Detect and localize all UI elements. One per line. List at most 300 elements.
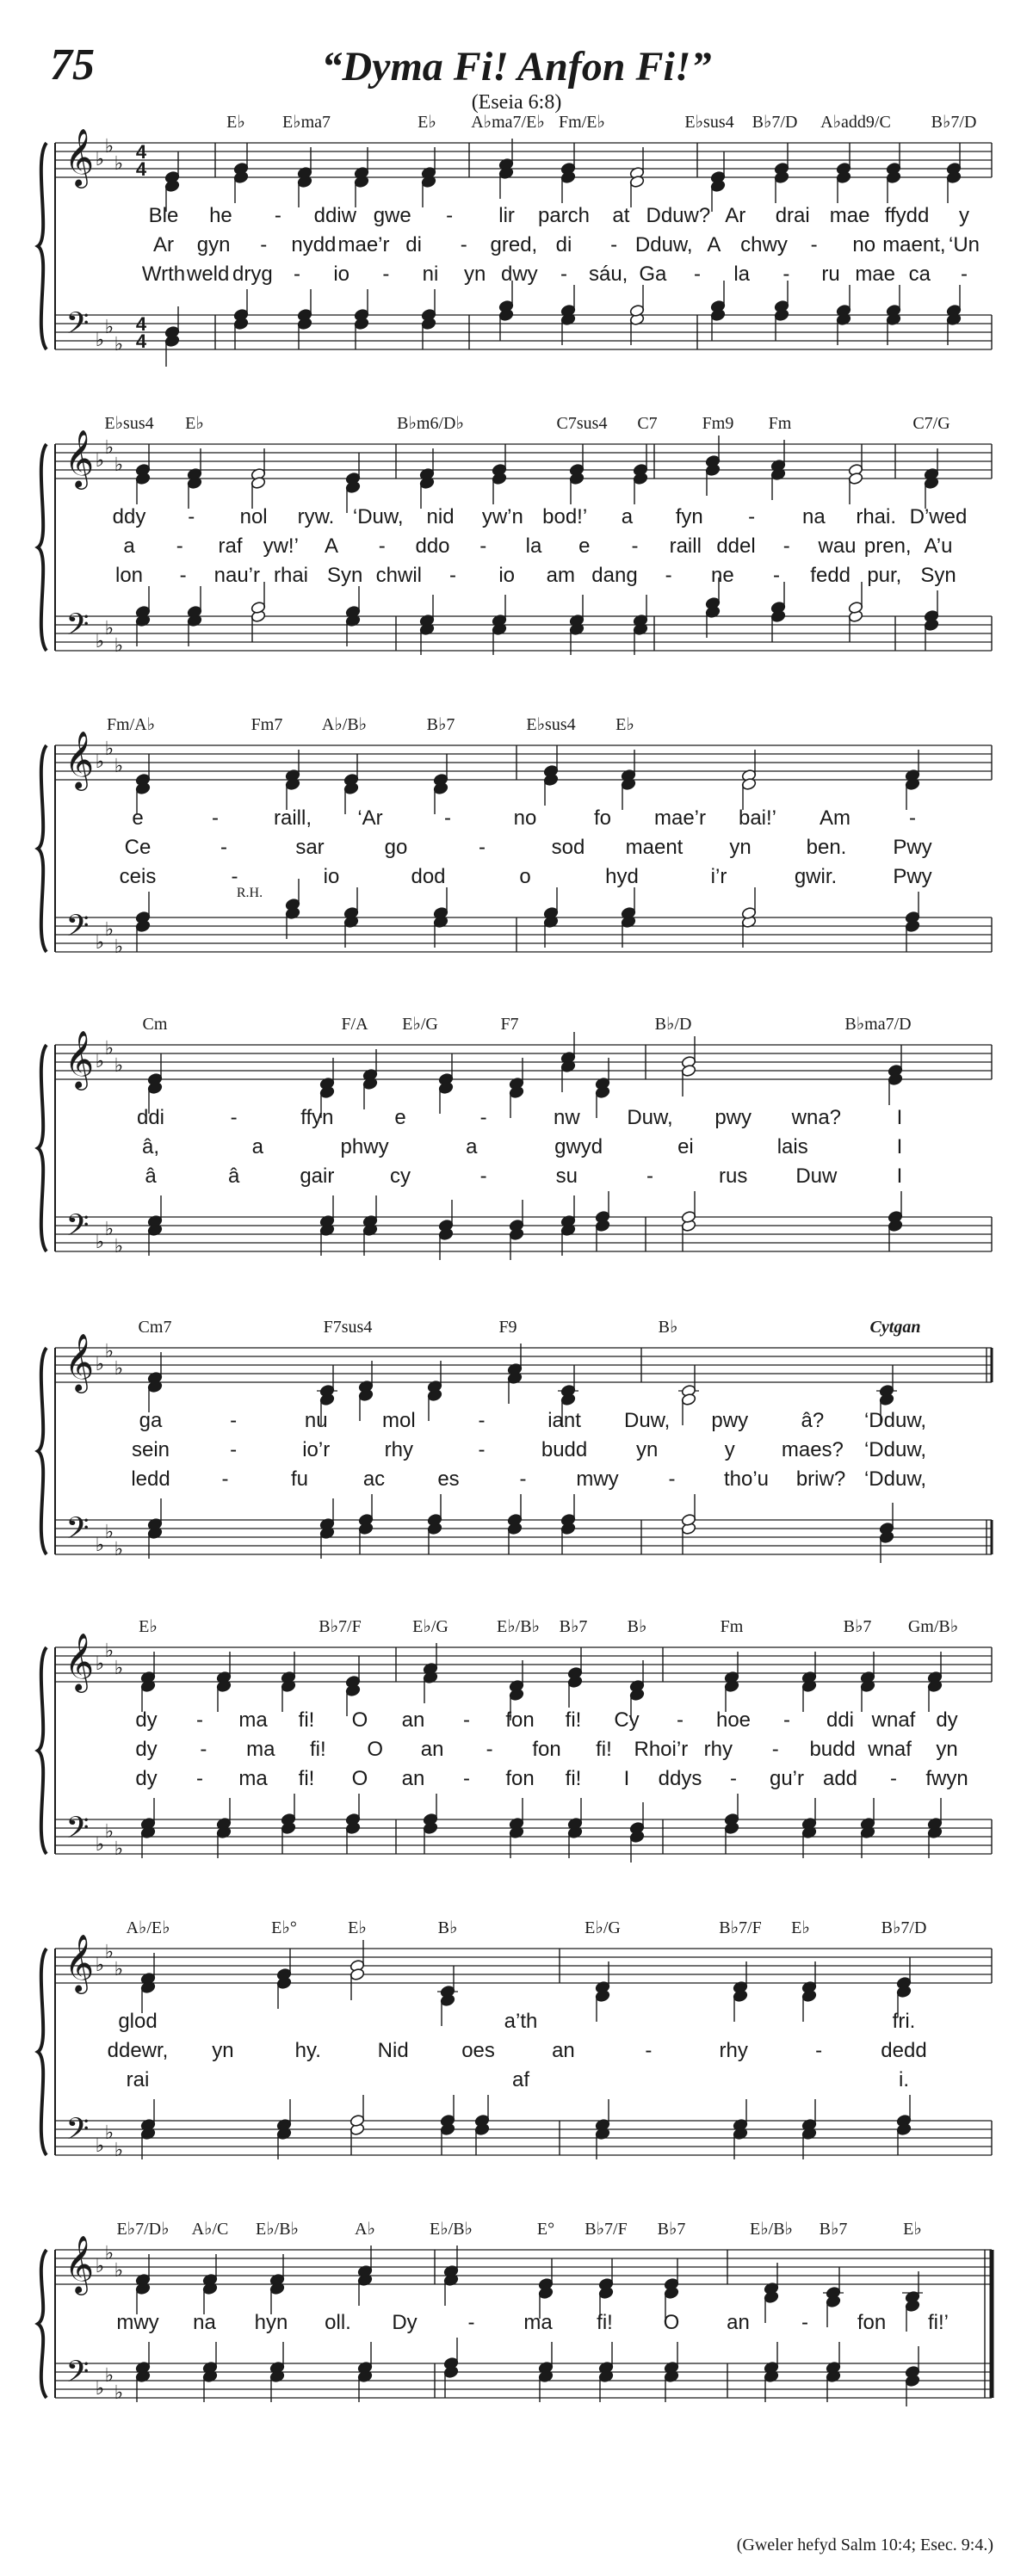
- treble-clef: 𝄞: [64, 1632, 95, 1690]
- key-flat: ♭: [95, 1050, 105, 1072]
- lyric-syllable: fedd: [810, 564, 851, 587]
- lyric-syllable: -: [486, 1738, 493, 1761]
- lyric-syllable: e: [394, 1106, 406, 1129]
- key-flat: ♭: [95, 2255, 105, 2276]
- lyric-syllable: briw?: [795, 1467, 846, 1491]
- lyric-syllable: yn: [463, 263, 486, 286]
- lyric-syllable: raill: [669, 534, 702, 558]
- key-flat: ♭: [114, 2259, 124, 2281]
- lyric-syllable: ceis: [119, 865, 157, 888]
- lyric-syllable: su: [555, 1164, 578, 1188]
- hymn-title: “Dyma Fi! Anfon Fi!”: [321, 44, 712, 90]
- key-flat: ♭: [114, 1958, 124, 1980]
- lyric-syllable: O: [663, 2311, 680, 2334]
- lyric-syllable: Cy: [614, 1708, 640, 1732]
- lyric-syllable: es: [437, 1467, 460, 1491]
- lyric-syllable: dy: [135, 1738, 158, 1761]
- chord-symbol: E♭sus4: [104, 414, 154, 433]
- lyric-syllable: ‘Dduw,: [863, 1467, 927, 1491]
- treble-clef: 𝄞: [64, 730, 95, 788]
- lyric-syllable: -: [231, 865, 238, 888]
- key-flat: ♭: [95, 1652, 105, 1674]
- key-flat: ♭: [95, 449, 105, 471]
- chord-symbol: B♭m6/D♭: [397, 414, 464, 433]
- bass-clef: 𝄢: [65, 2354, 90, 2396]
- lyric-syllable: -: [771, 1738, 779, 1761]
- lyric-syllable: ne: [710, 564, 734, 587]
- lyric-syllable: wau: [818, 534, 857, 558]
- time-sig-bottom: 4: [135, 330, 147, 352]
- lyric-syllable: Duw,: [623, 1409, 671, 1432]
- key-flat: ♭: [95, 630, 105, 652]
- lyric-syllable: dy: [936, 1708, 958, 1732]
- lyric-syllable: no: [852, 233, 876, 256]
- lyric-syllable: A’u: [924, 534, 953, 558]
- lyric-syllable: ffydd: [884, 204, 930, 227]
- lyric-syllable: ‘Dduw,: [863, 1409, 927, 1432]
- key-flat: ♭: [95, 1534, 105, 1555]
- lyric-syllable: -: [274, 204, 281, 227]
- brace: [38, 444, 46, 651]
- lyric-syllable: sein: [131, 1438, 170, 1461]
- lyric-syllable: Ce: [124, 836, 152, 859]
- lyric-syllable: -: [260, 233, 268, 256]
- key-flat: ♭: [114, 755, 124, 776]
- footnote: (Gweler hefyd Salm 10:4; Esec. 9:4.): [736, 2536, 993, 2554]
- lyric-syllable: Rhoi’r: [634, 1738, 689, 1761]
- chord-symbol: C7: [637, 414, 658, 433]
- lyric-syllable: fi!: [596, 1738, 612, 1761]
- lyric-syllable: a: [251, 1135, 263, 1158]
- lyric-syllable: fyn: [675, 505, 703, 528]
- lyric-syllable: O: [351, 1767, 368, 1790]
- lyric-syllable: yn: [212, 2039, 234, 2062]
- lyric-syllable: sod: [551, 836, 585, 859]
- lyric-syllable: fon: [505, 1767, 535, 1790]
- key-flat: ♭: [104, 2242, 114, 2264]
- lyric-syllable: ni: [422, 263, 439, 286]
- chord-symbol: E♭ma7: [281, 113, 331, 132]
- chord-symbol: Fm9: [702, 414, 734, 433]
- lyric-syllable: di: [555, 233, 572, 256]
- lyric-syllable: -: [631, 534, 639, 558]
- lyric-syllable: chwil: [375, 564, 423, 587]
- key-flat: ♭: [104, 1218, 114, 1239]
- lyric-syllable: -: [444, 806, 451, 830]
- lyric-syllable: -: [610, 233, 618, 256]
- lyric-syllable: ca: [908, 263, 931, 286]
- lyric-syllable: am: [546, 564, 576, 587]
- key-flat: ♭: [104, 1640, 114, 1661]
- lyric-syllable: fi!: [298, 1708, 315, 1732]
- lyric-syllable: dedd: [881, 2039, 927, 2062]
- lyric-syllable: parch: [537, 204, 591, 227]
- lyric-syllable: glod: [118, 2010, 158, 2033]
- lyric-syllable: io’r: [302, 1438, 331, 1461]
- lyric-syllable: Wrth: [141, 263, 186, 286]
- lyric-syllable: wnaf: [868, 1738, 912, 1761]
- lyric-syllable: ma: [246, 1738, 275, 1761]
- lyric-syllable: fi!: [597, 2311, 613, 2334]
- lyric-syllable: nid: [426, 505, 455, 528]
- time-sig-top: 4: [135, 141, 147, 163]
- lyric-syllable: pwy: [714, 1106, 752, 1129]
- lyric-syllable: sar: [295, 836, 325, 859]
- chord-symbol: E♭/B♭: [497, 1617, 540, 1636]
- lyric-syllable: -: [446, 204, 454, 227]
- lyric-syllable: O: [367, 1738, 384, 1761]
- lyric-syllable: -: [646, 1164, 653, 1188]
- lyric-syllable: ‘Duw,: [352, 505, 404, 528]
- lyric-syllable: o: [519, 865, 531, 888]
- time-sig-top: 4: [135, 313, 147, 335]
- treble-clef: 𝄞: [64, 1029, 95, 1088]
- lyric-syllable: an: [727, 2311, 750, 2334]
- right-hand-mark: R.H.: [236, 886, 263, 900]
- chord-symbol: A♭/B♭: [321, 715, 368, 734]
- chord-symbol: A♭add9/C: [820, 113, 891, 132]
- lyric-syllable: -: [479, 1164, 487, 1188]
- lyric-syllable: wna?: [791, 1106, 842, 1129]
- lyric-syllable: oll.: [325, 2311, 351, 2334]
- lyric-syllable: io: [498, 564, 516, 587]
- lyric-syllable: Pwy: [893, 836, 932, 859]
- lyric-syllable: dang: [591, 564, 638, 587]
- chord-symbol: B♭7/D: [931, 113, 977, 132]
- lyric-syllable: I: [896, 1135, 903, 1158]
- chord-symbol: A♭/C: [191, 2220, 229, 2239]
- chord-symbol: E♭7/D♭: [116, 2220, 170, 2239]
- system-8: [38, 2246, 992, 2406]
- lyric-syllable: -: [179, 564, 187, 587]
- lyric-syllable: ddi: [136, 1106, 165, 1129]
- lyric-syllable: -: [668, 1467, 676, 1491]
- lyric-syllable: e: [132, 806, 144, 830]
- lyric-syllable: -: [212, 806, 219, 830]
- lyric-syllable: rhy: [719, 2039, 748, 2062]
- lyric-syllable: nydd: [291, 233, 337, 256]
- lyric-syllable: Duw: [795, 1164, 838, 1188]
- hymn-number: 75: [50, 40, 95, 90]
- lyric-syllable: -: [467, 2311, 475, 2334]
- chord-symbol: E♭/B♭: [750, 2220, 793, 2239]
- lyric-syllable: chwy: [740, 233, 788, 256]
- lyric-syllable: -: [378, 534, 386, 558]
- lyric-syllable: -: [748, 505, 756, 528]
- lyric-syllable: -: [188, 505, 195, 528]
- lyric-syllable: hyn: [254, 2311, 288, 2334]
- bass-clef: 𝄢: [65, 1510, 90, 1553]
- lyric-syllable: -: [220, 836, 227, 859]
- key-flat: ♭: [114, 1838, 124, 1859]
- lyric-syllable: Dy: [392, 2311, 418, 2334]
- chord-symbol: B♭7: [819, 2220, 848, 2239]
- lyric-syllable: an: [420, 1738, 444, 1761]
- chord-symbol: B♭7: [426, 715, 455, 734]
- key-flat: ♭: [104, 1521, 114, 1542]
- lyric-syllable: â?: [801, 1409, 825, 1432]
- lyric-syllable: a: [123, 534, 135, 558]
- lyric-syllable: -: [449, 564, 456, 587]
- chord-symbol: B♭7: [843, 1617, 872, 1636]
- lyric-syllable: rus: [718, 1164, 748, 1188]
- lyric-syllable: -: [730, 1767, 737, 1790]
- chord-symbol: Cm: [142, 1015, 168, 1034]
- key-flat: ♭: [104, 316, 114, 337]
- cytgan-label: Cytgan: [869, 1318, 921, 1337]
- key-flat: ♭: [104, 2122, 114, 2143]
- lyric-syllable: nol: [239, 505, 268, 528]
- lyric-syllable: -: [890, 1767, 897, 1790]
- lyric-syllable: -: [665, 564, 672, 587]
- lyric-syllable: ben.: [806, 836, 847, 859]
- brace: [38, 1045, 46, 1251]
- lyric-syllable: budd: [809, 1738, 856, 1761]
- lyric-syllable: he: [209, 204, 232, 227]
- lyric-syllable: nu: [304, 1409, 328, 1432]
- treble-clef: 𝄞: [64, 127, 95, 186]
- brace: [38, 1647, 46, 1854]
- lyric-syllable: maent: [625, 836, 684, 859]
- lyric-syllable: yn: [936, 1738, 958, 1761]
- key-flat: ♭: [114, 2381, 124, 2403]
- lyric-syllable: y: [724, 1438, 735, 1461]
- chord-symbol: B♭: [437, 1918, 458, 1937]
- system-7: [38, 1940, 992, 2159]
- lyric-syllable: -: [782, 263, 790, 286]
- lyric-syllable: Dduw,: [634, 233, 693, 256]
- lyric-syllable: Ble: [148, 204, 179, 227]
- lyric-syllable: Duw,: [627, 1106, 673, 1129]
- lyric-syllable: I: [623, 1767, 630, 1790]
- key-flat: ♭: [114, 936, 124, 957]
- lyric-syllable: Dduw?: [646, 204, 711, 227]
- key-flat: ♭: [114, 2139, 124, 2160]
- lyric-syllable: nau’r: [213, 564, 261, 587]
- chord-symbol: C7sus4: [556, 414, 608, 433]
- chord-symbol: Fm/E♭: [559, 113, 605, 132]
- lyric-syllable: yw!’: [263, 534, 299, 558]
- lyric-syllable: budd: [541, 1438, 588, 1461]
- lyric-syllable: lais: [776, 1135, 808, 1158]
- lyric-syllable: a’th: [504, 2010, 538, 2033]
- lyric-syllable: i.: [899, 2068, 909, 2091]
- lyric-syllable: Am: [820, 806, 851, 830]
- lyric-syllable: fon: [505, 1708, 535, 1732]
- lyric-syllable: Nid: [377, 2039, 409, 2062]
- lyric-syllable: -: [909, 806, 916, 830]
- lyric-syllable: -: [196, 1708, 203, 1732]
- lyric-syllable: lon: [114, 564, 144, 587]
- lyric-syllable: gair: [300, 1164, 335, 1188]
- bass-clef: 𝄢: [65, 1810, 90, 1852]
- lyric-syllable: -: [478, 1438, 486, 1461]
- lyric-syllable: dwy: [500, 263, 538, 286]
- key-flat: ♭: [95, 148, 105, 170]
- lyric-syllable: an: [401, 1767, 425, 1790]
- lyric-syllable: -: [294, 263, 300, 286]
- chord-symbol: E♭: [348, 1918, 367, 1937]
- lyric-syllable: rhy: [703, 1738, 733, 1761]
- lyric-syllable: -: [463, 1708, 470, 1732]
- key-flat: ♭: [114, 634, 124, 656]
- treble-clef: 𝄞: [64, 1332, 95, 1391]
- key-flat: ♭: [95, 751, 105, 772]
- lyric-syllable: fwyn: [925, 1767, 968, 1790]
- lyric-syllable: na: [193, 2311, 216, 2334]
- lyric-syllable: ddiw: [313, 204, 356, 227]
- lyric-syllable: -: [478, 1409, 486, 1432]
- brace: [38, 1348, 46, 1554]
- chord-symbol: E♭: [418, 113, 436, 132]
- treble-clef: 𝄞: [64, 2234, 95, 2293]
- lyric-syllable: fri.: [892, 2010, 916, 2033]
- key-flat: ♭: [114, 1657, 124, 1678]
- lyric-syllable: oes: [461, 2039, 495, 2062]
- lyric-syllable: ga: [139, 1409, 163, 1432]
- lyric-syllable: fu: [290, 1467, 309, 1491]
- chord-symbol: E♭/G: [412, 1617, 448, 1636]
- lyric-syllable: hoe: [715, 1708, 752, 1732]
- lyric-syllable: a: [621, 505, 634, 528]
- lyric-syllable: rhai.: [856, 505, 897, 528]
- lyric-syllable: maes?: [781, 1438, 844, 1461]
- lyric-syllable: yw’n: [481, 505, 523, 528]
- lyric-syllable: -: [196, 1767, 203, 1790]
- lyric-syllable: ledd: [131, 1467, 170, 1491]
- lyric-syllable: sáu,: [588, 263, 628, 286]
- lyric-syllable: -: [221, 1467, 229, 1491]
- lyric-syllable: cy: [390, 1164, 411, 1188]
- lyric-syllable: yn: [729, 836, 752, 859]
- lyric-syllable: pwy: [711, 1409, 749, 1432]
- lyric-syllable: di: [405, 233, 422, 256]
- lyric-syllable: raill,: [273, 806, 312, 830]
- chord-symbol: F/A: [341, 1015, 368, 1034]
- lyric-syllable: fo: [593, 806, 612, 830]
- treble-clef: 𝄞: [64, 429, 95, 487]
- time-sig-bottom: 4: [135, 158, 147, 180]
- lyric-syllable: rhy: [384, 1438, 414, 1461]
- lyric-syllable: -: [479, 534, 487, 558]
- lyric-syllable: la: [733, 263, 751, 286]
- lyric-syllable: -: [479, 836, 486, 859]
- chord-symbol: Gm/B♭: [907, 1617, 959, 1636]
- lyric-syllable: ‘Ar: [357, 806, 383, 830]
- chord-symbol: F7sus4: [323, 1318, 373, 1337]
- lyric-syllable: Syn: [920, 564, 956, 587]
- chord-symbol: E♭/B♭: [256, 2220, 299, 2239]
- bass-clef: 𝄢: [65, 2111, 90, 2153]
- chord-symbol: B♭7: [559, 1617, 588, 1636]
- lyric-syllable: A: [324, 534, 339, 558]
- key-flat: ♭: [95, 1833, 105, 1855]
- chord-symbol: E♭: [791, 1918, 810, 1937]
- key-flat: ♭: [114, 333, 124, 355]
- lyric-syllable: -: [782, 534, 790, 558]
- chord-symbol: E°: [536, 2220, 555, 2239]
- key-flat: ♭: [114, 454, 124, 475]
- lyric-syllable: -: [460, 233, 467, 256]
- key-flat: ♭: [114, 152, 124, 174]
- lyric-syllable: Pwy: [893, 865, 932, 888]
- lyric-syllable: add: [822, 1767, 858, 1790]
- chord-symbol: Fm/A♭: [106, 715, 156, 734]
- chord-symbol: E♭: [903, 2220, 922, 2239]
- chord-symbol: B♭7/F: [319, 1617, 362, 1636]
- lyric-syllable: fi!: [565, 1767, 582, 1790]
- lyric-syllable: y: [959, 204, 969, 227]
- lyric-syllable: gwe: [373, 204, 411, 227]
- system-5: [38, 1344, 992, 1563]
- lyric-syllable: maent,: [882, 233, 946, 256]
- lyric-syllable: dy: [135, 1708, 158, 1732]
- chord-symbol: E♭°: [271, 1918, 297, 1937]
- lyric-syllable: mae’r: [653, 806, 707, 830]
- chord-symbol: E♭sus4: [684, 113, 734, 132]
- key-flat: ♭: [114, 1538, 124, 1560]
- lyric-syllable: -: [230, 1106, 238, 1129]
- key-flat: ♭: [104, 436, 114, 458]
- lyric-syllable: ddel: [716, 534, 756, 558]
- chord-symbol: E♭/B♭: [430, 2220, 473, 2239]
- key-flat: ♭: [104, 617, 114, 639]
- lyric-syllable: ddo: [415, 534, 450, 558]
- lyric-syllable: weld: [186, 263, 230, 286]
- lyric-syllable: I: [896, 1106, 903, 1129]
- lyric-syllable: Ga: [639, 263, 667, 286]
- lyric-syllable: yn: [635, 1438, 659, 1461]
- system-3: [38, 745, 992, 952]
- lyric-syllable: dod: [411, 865, 446, 888]
- lyric-syllable: tho’u: [723, 1467, 770, 1491]
- lyric-syllable: raf: [218, 534, 243, 558]
- chord-symbol: E♭sus4: [526, 715, 576, 734]
- lyric-syllable: ma: [238, 1708, 268, 1732]
- lyric-syllable: D’wed: [909, 505, 968, 528]
- chord-symbol: B♭7/D: [752, 113, 798, 132]
- lyric-syllable: pren,: [863, 534, 912, 558]
- chord-symbol: B♭: [627, 1617, 647, 1636]
- treble-clef: 𝄞: [64, 1933, 95, 1992]
- chord-symbol: A♭ma7/E♭: [471, 113, 545, 132]
- lyric-syllable: rai: [126, 2068, 150, 2091]
- lyric-syllable: -: [176, 534, 183, 558]
- chord-symbol: C7/G: [912, 414, 950, 433]
- lyric-syllable: -: [815, 2039, 823, 2062]
- key-flat: ♭: [95, 1353, 105, 1374]
- key-flat: ♭: [95, 1954, 105, 1975]
- lyric-syllable: na: [802, 505, 826, 528]
- lyric-syllable: -: [230, 1438, 238, 1461]
- chord-symbol: E♭: [139, 1617, 158, 1636]
- chord-symbol: B♭7: [657, 2220, 686, 2239]
- lyric-syllable: ac: [362, 1467, 386, 1491]
- lyric-syllable: at: [612, 204, 630, 227]
- lyric-syllable: gred,: [490, 233, 538, 256]
- lyric-syllable: ma: [238, 1767, 268, 1790]
- lyric-syllable: an: [552, 2039, 575, 2062]
- lyric-syllable: hy.: [294, 2039, 321, 2062]
- lyric-syllable: rhai: [273, 564, 309, 587]
- bass-clef: 𝄢: [65, 607, 90, 649]
- lyric-syllable: ddy: [112, 505, 146, 528]
- lyric-syllable: fi!’: [928, 2311, 949, 2334]
- chord-symbol: E♭: [185, 414, 204, 433]
- lyric-syllable: ddi: [826, 1708, 855, 1732]
- key-flat: ♭: [104, 1820, 114, 1842]
- lyric-syllable: af: [511, 2068, 530, 2091]
